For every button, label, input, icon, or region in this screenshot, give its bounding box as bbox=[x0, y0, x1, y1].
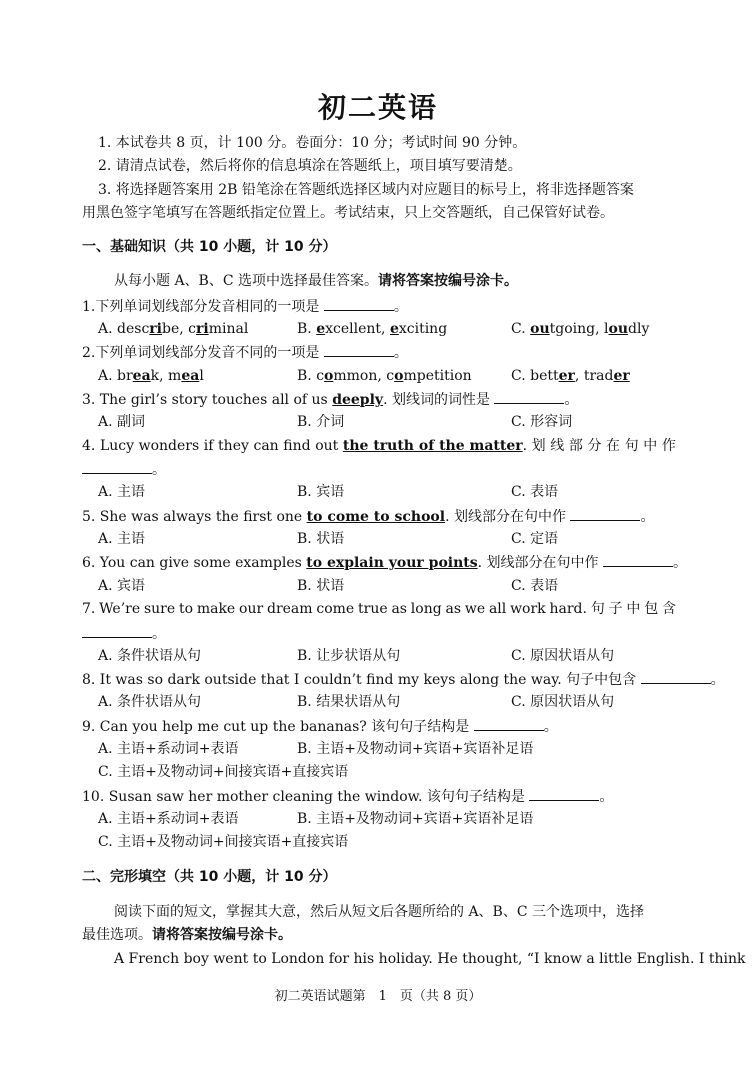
section-2-intro-cont: 最佳选项。请将答案按编号涂卡。 bbox=[82, 927, 292, 943]
q6-option-a: A. 宾语 bbox=[98, 578, 146, 594]
q8-option-a: A. 条件状语从句 bbox=[98, 694, 202, 710]
instruction-2: 2. 请清点试卷，然后将你的信息填涂在答题纸上，项目填写要清楚。 bbox=[98, 158, 522, 174]
q9-option-a: A. 主语+系动词+表语 bbox=[98, 741, 239, 757]
question-9: 9. Can you help me cut up the bananas? 该句句子结构是 。 bbox=[82, 719, 558, 735]
q10-option-a: A. 主语+系动词+表语 bbox=[98, 811, 239, 827]
q5-option-a: A. 主语 bbox=[98, 531, 146, 547]
q3-option-a: A. 副词 bbox=[98, 414, 146, 430]
q7-option-a: A. 条件状语从句 bbox=[98, 648, 202, 664]
answer-blank bbox=[570, 507, 640, 521]
q5-option-b: B. 状语 bbox=[297, 531, 345, 547]
answer-blank bbox=[324, 297, 394, 311]
q7-option-b: B. 让步状语从句 bbox=[297, 648, 401, 664]
q4-option-c: C. 表语 bbox=[511, 484, 559, 500]
page-footer: 初二英语试题第 1 页（共 8 页） bbox=[274, 989, 482, 1004]
q1-option-a: A. describe, criminal bbox=[98, 321, 249, 337]
section-2-heading: 二、完形填空（共 10 小题，计 10 分） bbox=[82, 869, 337, 885]
answer-blank bbox=[82, 624, 152, 638]
q6-option-b: B. 状语 bbox=[297, 578, 345, 594]
q1-option-c: C. outgoing, loudly bbox=[511, 321, 650, 337]
q3-option-c: C. 形容词 bbox=[511, 414, 573, 430]
question-4-cont: 。 bbox=[82, 460, 676, 479]
question-4: 4. Lucy wonders if they can find out the truth of the matter. 划 线 部 分 在 句 中 作 bbox=[82, 438, 676, 454]
q10-option-b: B. 主语+及物动词+宾语+宾语补足语 bbox=[297, 811, 534, 827]
instruction-1: 1. 本试卷共 8 页，计 100 分。卷面分：10 分；考试时间 90 分钟。 bbox=[98, 135, 527, 151]
answer-blank bbox=[324, 343, 394, 357]
passage-first-line: A French boy went to London for his holiday. He thought, “I know a little English. I think bbox=[114, 951, 746, 967]
question-6: 6. You can give some examples to explain your points. 划线部分在句中作 。 bbox=[82, 555, 687, 571]
question-7-cont: 。 bbox=[82, 624, 676, 643]
q4-option-a: A. 主语 bbox=[98, 484, 146, 500]
question-8: 8. It was so dark outside that I couldn’t find my keys along the way. 句子中包含 。 bbox=[82, 672, 725, 688]
q4-option-b: B. 宾语 bbox=[297, 484, 345, 500]
q9-option-b: B. 主语+及物动词+宾语+宾语补足语 bbox=[297, 741, 534, 757]
question-2: 2.下列单词划线部分发音不同的一项是 。 bbox=[82, 345, 408, 361]
question-5: 5. She was always the first one to come to school. 划线部分在句中作 。 bbox=[82, 509, 655, 525]
question-3: 3. The girl’s story touches all of us deeply. 划线词的词性是 。 bbox=[82, 392, 579, 408]
q1-option-b: B. excellent, exciting bbox=[297, 321, 448, 337]
answer-blank bbox=[474, 717, 544, 731]
answer-blank bbox=[529, 787, 599, 801]
q3-option-b: B. 介词 bbox=[297, 414, 345, 430]
q2-option-a: A. break, meal bbox=[98, 368, 204, 384]
q8-option-b: B. 结果状语从句 bbox=[297, 694, 401, 710]
q2-option-b: B. common, competition bbox=[297, 368, 472, 384]
q8-option-c: C. 原因状语从句 bbox=[511, 694, 615, 710]
q7-option-c: C. 原因状语从句 bbox=[511, 648, 615, 664]
answer-blank bbox=[603, 553, 673, 567]
section-1-intro: 从每小题 A、B、C 选项中选择最佳答案。请将答案按编号涂卡。 bbox=[114, 273, 519, 289]
answer-blank bbox=[641, 670, 711, 684]
q6-option-c: C. 表语 bbox=[511, 578, 559, 594]
section-1-heading: 一、基础知识（共 10 小题，计 10 分） bbox=[82, 239, 337, 255]
question-7: 7. We’re sure to make our dream come true as long as we all work hard. 句 子 中 包 含 bbox=[82, 601, 676, 617]
question-10: 10. Susan saw her mother cleaning the window. 该句句子结构是 。 bbox=[82, 789, 614, 805]
answer-blank bbox=[82, 460, 152, 474]
page-title: 初二英语 bbox=[317, 91, 438, 124]
q10-option-c: C. 主语+及物动词+间接宾语+直接宾语 bbox=[98, 834, 349, 850]
question-1: 1.下列单词划线部分发音相同的一项是 。 bbox=[82, 299, 408, 315]
q2-option-c: C. better, trader bbox=[511, 368, 630, 384]
answer-blank bbox=[494, 390, 564, 404]
instruction-3: 3. 将选择题答案用 2B 铅笔涂在答题纸选择区域内对应题目的标号上，将非选择题答案 bbox=[98, 182, 634, 198]
instruction-3-cont: 用黑色签字笔填写在答题纸指定位置上。考试结束，只上交答题纸，自己保管好试卷。 bbox=[82, 205, 614, 221]
q9-option-c: C. 主语+及物动词+间接宾语+直接宾语 bbox=[98, 764, 349, 780]
section-2-intro: 阅读下面的短文，掌握其大意，然后从短文后各题所给的 A、B、C 三个选项中，选择 bbox=[114, 904, 645, 920]
q5-option-c: C. 定语 bbox=[511, 531, 559, 547]
